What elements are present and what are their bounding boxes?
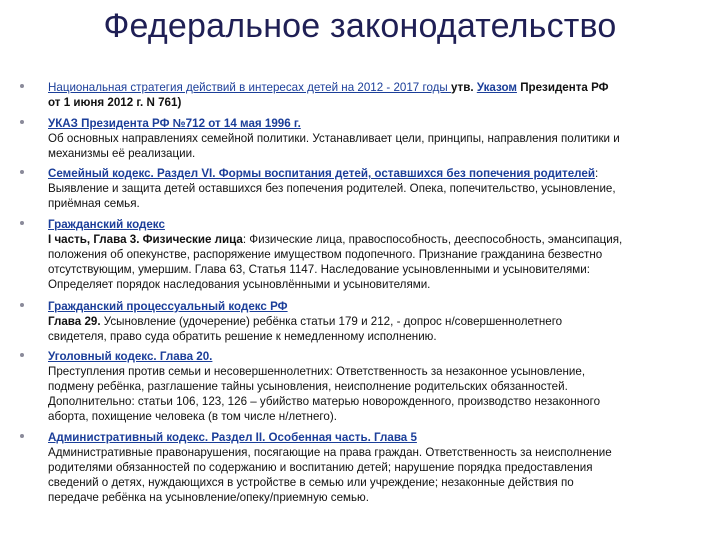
bullet-icon [20, 434, 24, 438]
item-subheading-rest: : Физические лица, правоспособность, дееспособность, эмансипация, [242, 233, 623, 246]
civil-procedure-code-link[interactable]: Гражданский процессуальный кодекс РФ [48, 300, 288, 313]
item-subheading: Глава 29. [48, 315, 101, 328]
list-item-administrative-code [18, 430, 612, 505]
item-description-line: Выявление и защита детей оставшихся без попечения родителей. Опека, попечительство, усыновление, [48, 182, 616, 195]
list-item-civil-procedure-code [18, 299, 562, 344]
item-description-line: свидетеля, право суда обратить решение к немедленному исполнению. [48, 330, 437, 343]
item-description-line: Дополнительно: статьи 106, 123, 126 – убийство матерью новорожденного, производство незаконного [48, 395, 601, 408]
list-item-civil-code [18, 217, 622, 292]
bullet-icon [20, 353, 24, 357]
item-subheading-rest: Усыновление (удочерение) ребёнка статьи 179 и 212, - допрос н/совершеннолетнего [100, 315, 563, 328]
item-description-line: положения об опекунстве, распоряжение имуществом подопечного. Признание гражданина безвестно [48, 248, 603, 261]
list-item-national-strategy [18, 80, 609, 110]
decree-link[interactable]: Указом [476, 81, 517, 94]
list-item-criminal-code [18, 349, 600, 424]
item-description-line: сведений о детях, нуждающихся в устройстве в семью или учреждение; незаконные действия по [48, 476, 574, 489]
item-description-line: передаче ребёнка на усыновление/опеку/приемную семью. [48, 491, 369, 504]
bullet-icon [20, 221, 24, 225]
item-description-line: аборта, похищение человека (в том числе н/летнего). [48, 410, 337, 423]
bullet-icon [20, 120, 24, 124]
item-subheading: I часть, Глава 3. Физические лица [48, 233, 243, 246]
bullet-icon [20, 303, 24, 307]
national-strategy-link[interactable]: Национальная стратегия действий в интересах детей на 2012 - 2017 годы [48, 81, 451, 94]
item-description-line: Об основных направлениях семейной политики. Устанавливает цели, принципы, направления политики и [48, 132, 620, 145]
item-description-line: Административные правонарушения, посягающие на права граждан. Ответственность за неисполнение [48, 446, 612, 459]
item-description-line: родителями обязанностей по содержанию и воспитанию детей; нарушение порядка предоставления [48, 461, 593, 474]
item-description-line: механизмы её реализации. [48, 147, 196, 160]
approval-text: утв. [450, 81, 477, 94]
item-description-line: Преступления против семьи и несовершеннолетних: Ответственность за незаконное усыновление, [48, 365, 586, 378]
criminal-code-link[interactable]: Уголовный кодекс. Глава 20. [48, 350, 213, 363]
approval-text-end: Президента РФ [516, 81, 609, 94]
item-description-line: приёмная семья. [48, 197, 140, 210]
presidential-decree-link[interactable]: УКАЗ Президента РФ №712 от 14 мая 1996 г. [48, 117, 301, 130]
heading-suffix: : [594, 167, 599, 180]
bullet-icon [20, 84, 24, 88]
family-code-link[interactable]: Семейный кодекс. Раздел VI. Формы воспитания детей, оставшихся без попечения родителей [48, 167, 595, 180]
page-title: Федеральное законодательство [103, 7, 617, 45]
item-description-line: подмену ребёнка, разглашение тайны усыновления, неисполнение родительских обязанностей. [48, 380, 568, 393]
list-item-family-code [18, 166, 616, 211]
bullet-icon [20, 170, 24, 174]
list-item-presidential-decree [18, 116, 620, 161]
item-description-line: Определяет порядок наследования усыновлёнными и усыновителями. [48, 278, 431, 291]
item-description-line: отсутствующим, умершим. Глава 63, Статья 1147. Наследование усыновленными и усыновителями: [48, 263, 590, 276]
decree-date: от 1 июня 2012 г. N 761) [48, 96, 182, 109]
administrative-code-link[interactable]: Административный кодекс. Раздел II. Особенная часть. Глава 5 [48, 431, 417, 444]
civil-code-link[interactable]: Гражданский кодекс [48, 218, 165, 231]
